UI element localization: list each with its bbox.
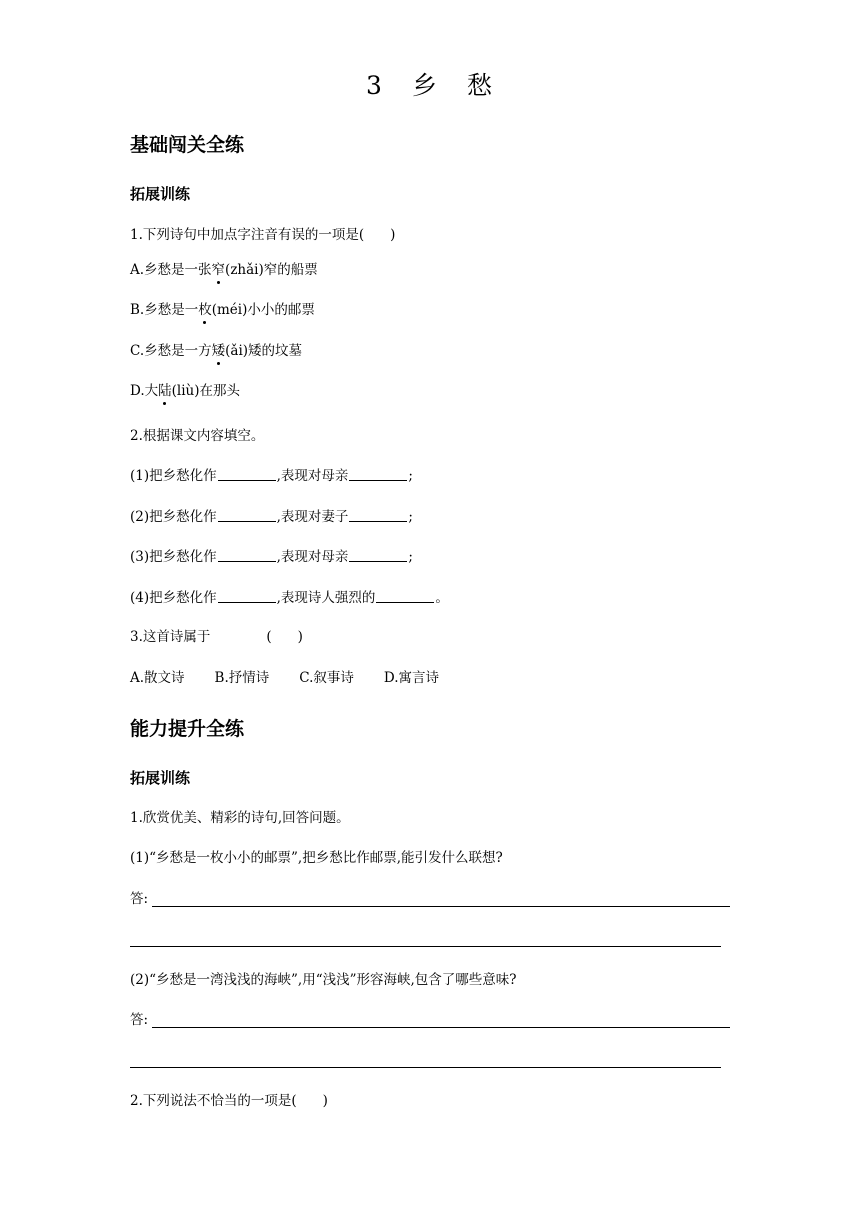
option-a: A.乡愁是一张窄(zhǎi)窄的船票: [130, 262, 318, 278]
question-1-stem: 1.欣赏优美、精彩的诗句,回答问题。: [130, 810, 350, 826]
dotted-char: 枚: [198, 302, 212, 318]
option-c: C.叙事诗: [299, 670, 354, 686]
question-2-stem: 2.根据课文内容填空。: [130, 428, 265, 444]
blank-field: [349, 520, 407, 522]
dotted-char: 矮: [211, 343, 226, 359]
section-heading-basic: 基础闯关全练: [130, 134, 245, 156]
prompt-1: (1)“乡愁是一枚小小的邮票”,把乡愁比作邮票,能引发什么联想?: [130, 850, 503, 866]
blank-field: [218, 560, 276, 562]
fill-blank-4: (4)把乡愁化作 ,表现诗人强烈的 。: [130, 590, 449, 606]
answer-label-2: 答:: [130, 1012, 149, 1028]
answer-line: [152, 906, 730, 907]
subsection-heading: 拓展训练: [130, 185, 191, 203]
blank-field: [218, 520, 276, 522]
question-2-stem: 2.下列说法不恰当的一项是( ): [130, 1093, 328, 1109]
subsection-heading: 拓展训练: [130, 769, 191, 787]
answer-line: [130, 946, 721, 947]
question-1-stem: 1.下列诗句中加点字注音有误的一项是( ): [130, 227, 396, 243]
question-3-options: [130, 668, 469, 688]
page-title: 3 乡 愁: [366, 71, 494, 100]
answer-line: [152, 1027, 730, 1028]
dotted-char: 窄: [211, 262, 226, 278]
dotted-char: 陆: [158, 383, 172, 399]
option-b: B.抒情诗: [214, 670, 270, 686]
answer-line: [130, 1067, 721, 1068]
blank-field: [218, 601, 276, 603]
blank-field: [376, 601, 434, 603]
blank-field: [349, 560, 407, 562]
option-d: D.大陆(liù)在那头: [130, 383, 241, 399]
section-heading-advanced: 能力提升全练: [130, 718, 245, 740]
option-b: B.乡愁是一枚(méi)小小的邮票: [130, 302, 315, 318]
option-c: C.乡愁是一方矮(ǎi)矮的坟墓: [130, 343, 303, 359]
answer-label-1: 答:: [130, 891, 149, 907]
prompt-2: (2)“乡愁是一湾浅浅的海峡”,用“浅浅”形容海峡,包含了哪些意味?: [130, 972, 517, 988]
fill-blank-2: (2)把乡愁化作 ,表现对妻子 ;: [130, 509, 413, 525]
question-3-stem: 3.这首诗属于 ( ): [130, 629, 303, 645]
fill-blank-3: (3)把乡愁化作 ,表现对母亲 ;: [130, 549, 413, 565]
blank-field: [218, 479, 276, 481]
blank-field: [349, 479, 407, 481]
option-d: D.寓言诗: [383, 670, 440, 686]
option-a: A.散文诗: [130, 670, 185, 686]
fill-blank-1: (1)把乡愁化作 ,表现对母亲 ;: [130, 468, 413, 484]
